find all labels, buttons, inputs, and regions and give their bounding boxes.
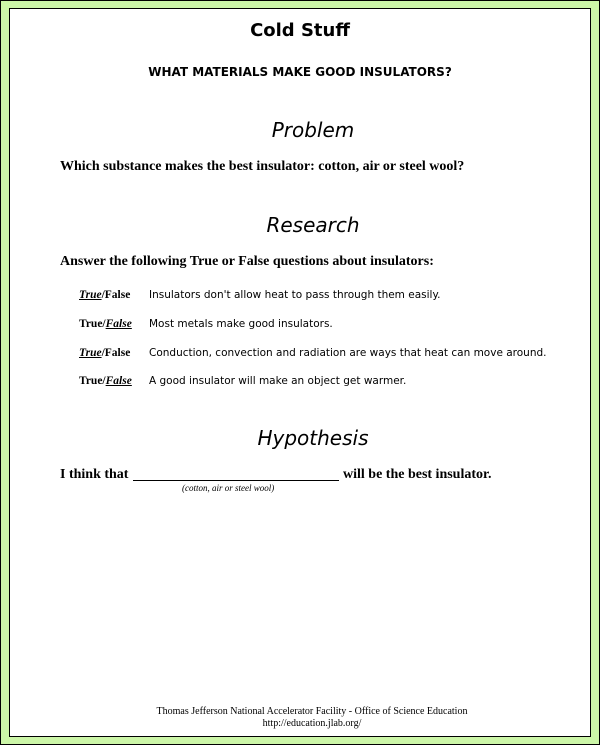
research-heading: Research — [266, 213, 360, 237]
page-title: Cold Stuff — [250, 20, 350, 41]
separator: / — [101, 347, 105, 359]
separator: / — [102, 375, 106, 387]
true-false-choice — [79, 318, 132, 330]
true-option: True — [79, 347, 102, 359]
true-option: True — [79, 289, 102, 301]
true-false-choice — [79, 375, 132, 387]
true-false-choice — [79, 289, 130, 301]
footer-url: http://education.jlab.org/ — [262, 718, 362, 729]
true-option: True — [79, 318, 103, 330]
footer-organization: Thomas Jefferson National Accelerator Facility - Office of Science Education — [156, 706, 468, 717]
research-statement: A good insulator will make an object get warmer. — [149, 375, 407, 387]
page-subtitle: WHAT MATERIALS MAKE GOOD INSULATORS? — [148, 65, 452, 79]
true-false-choice — [79, 347, 130, 359]
hypothesis-prefix: I think that — [60, 467, 129, 482]
separator: / — [102, 318, 106, 330]
false-option: False — [104, 347, 131, 359]
hypothesis-suffix: will be the best insulator. — [343, 467, 492, 482]
research-statement: Insulators don't allow heat to pass through them easily. — [149, 289, 441, 301]
problem-question: Which substance makes the best insulator: cotton, air or steel wool? — [60, 159, 465, 174]
hypothesis-blank — [133, 480, 339, 481]
hypothesis-heading: Hypothesis — [257, 426, 369, 450]
false-option: False — [104, 289, 131, 301]
separator: / — [101, 289, 105, 301]
research-instruction: Answer the following True or False questions about insulators: — [60, 254, 434, 269]
research-statement: Conduction, convection and radiation are ways that heat can move around. — [149, 347, 547, 359]
false-option: False — [105, 375, 132, 387]
research-statement: Most metals make good insulators. — [149, 318, 333, 330]
false-option: False — [105, 318, 132, 330]
true-option: True — [79, 375, 103, 387]
hypothesis-hint: (cotton, air or steel wool) — [182, 483, 275, 493]
problem-heading: Problem — [271, 118, 355, 142]
